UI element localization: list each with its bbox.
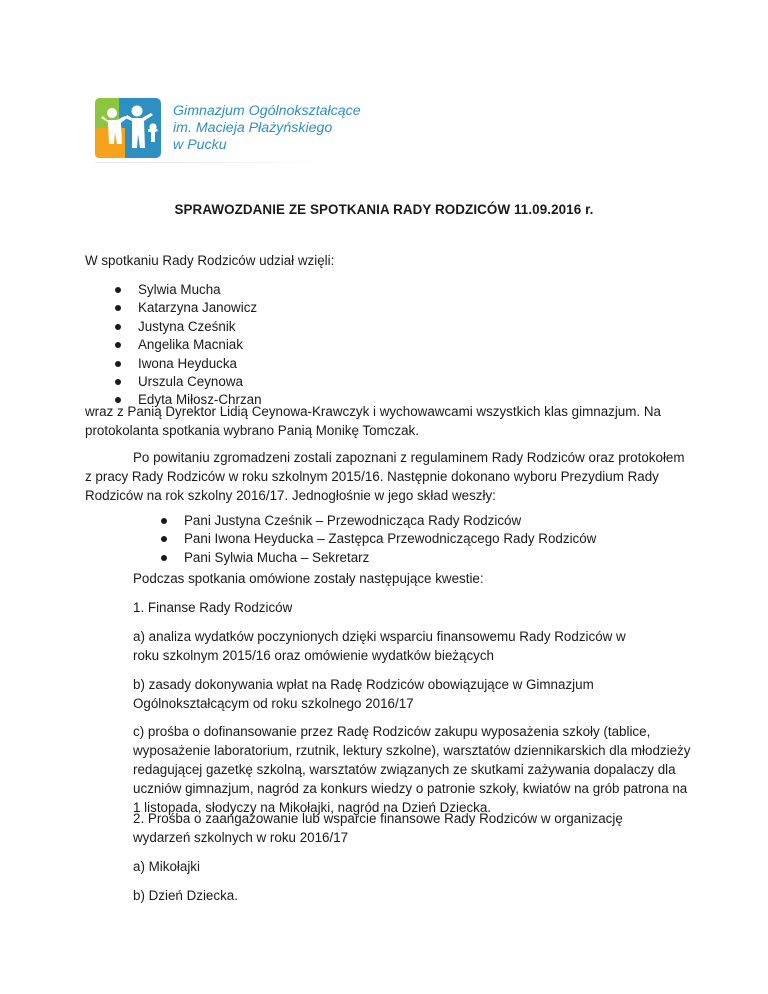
header-divider — [95, 162, 327, 163]
school-logo — [95, 98, 361, 164]
item-finance-c: c) prośba o dofinansowanie przez Radę Rodziców zakupu wyposażenia szkoły (tablice, wyposażenie laboratorium, rzutnik, lektury szkolne), warsztatów dziennikarskich dla młodzieży redagującej gazetkę szkolną, warsztatów związanych ze skutkami zażywania dopalaczy dla uczniów gimnazjum, nagród za konkurs wiedzy o patronie szkoły, kwiatów na grób patrona na 1 listopada, słodyczy na Mikołajki, nagród na Dzień Dziecka. — [133, 724, 691, 815]
list-item: Urszula Ceynowa — [115, 373, 262, 391]
item-events-a: a) Mikołajki — [133, 859, 200, 874]
presidium-list — [161, 512, 596, 567]
presidium-paragraph: Po powitaniu zgromadzeni zostali zapoznani z regulaminem Rady Rodziców oraz protokołem z pracy Rady Rodziców w roku szkolnym 2015/16. Następnie dokonano wyboru Prezydium Rady Rodziców na rok szkolny 2016/17. Jednogłośnie w jego skład weszły: — [85, 450, 685, 503]
attendance-summary: wraz z Panią Dyrektor Lidią Ceynowa-Krawczyk i wychowawcami wszystkich klas gimnazjum. Na protokolanta spotkania wybrano Panią Monikę Tomczak. — [85, 404, 661, 438]
list-item: Pani Sylwia Mucha – Sekretarz — [161, 549, 596, 567]
attendance-intro: W spotkaniu Rady Rodziców udział wzięli: — [85, 253, 335, 268]
document-title: SPRAWOZDANIE ZE SPOTKANIA RADY RODZICÓW 11.09.2016 r. — [174, 202, 594, 217]
issues-intro: Podczas spotkania omówione zostały następujące kwestie: — [133, 571, 484, 586]
item-finance-b: b) zasady dokonywania wpłat na Radę Rodziców obowiązujące w Gimnazjum Ogólnokształcącym od roku szkolnego 2016/17 — [133, 677, 594, 711]
list-item: Katarzyna Janowicz — [115, 299, 262, 317]
item-events: 2. Prośba o zaangażowanie lub wsparcie finansowe Rady Rodziców w organizację wydarzeń szkolnych w roku 2016/17 — [133, 811, 623, 845]
list-item: Iwona Heyducka — [115, 355, 262, 373]
list-item: Pani Iwona Heyducka – Zastępca Przewodniczącego Rady Rodziców — [161, 530, 596, 548]
school-name — [173, 103, 361, 154]
school-logo-icon — [95, 98, 161, 158]
item-finance-a: a) analiza wydatków poczynionych dzięki wsparciu finansowemu Rady Rodziców w roku szkolnym 2015/16 oraz omówienie wydatków bieżących — [133, 629, 626, 663]
school-name-line-2: im. Macieja Płażyńskiego — [173, 120, 333, 136]
list-item: Sylwia Mucha — [115, 281, 262, 299]
item-finance: 1. Finanse Rady Rodziców — [133, 600, 293, 615]
list-item: Pani Justyna Cześnik – Przewodnicząca Rady Rodziców — [161, 512, 596, 530]
school-name-line-3: w Pucku — [173, 137, 227, 153]
school-name-line-1: Gimnazjum Ogólnokształcące — [173, 103, 361, 119]
list-item: Justyna Cześnik — [115, 318, 262, 336]
list-item: Edyta Miłosz-Chrzan — [115, 391, 262, 409]
attendee-list — [115, 281, 262, 410]
list-item: Angelika Macniak — [115, 336, 262, 354]
item-events-b: b) Dzień Dziecka. — [133, 888, 238, 903]
